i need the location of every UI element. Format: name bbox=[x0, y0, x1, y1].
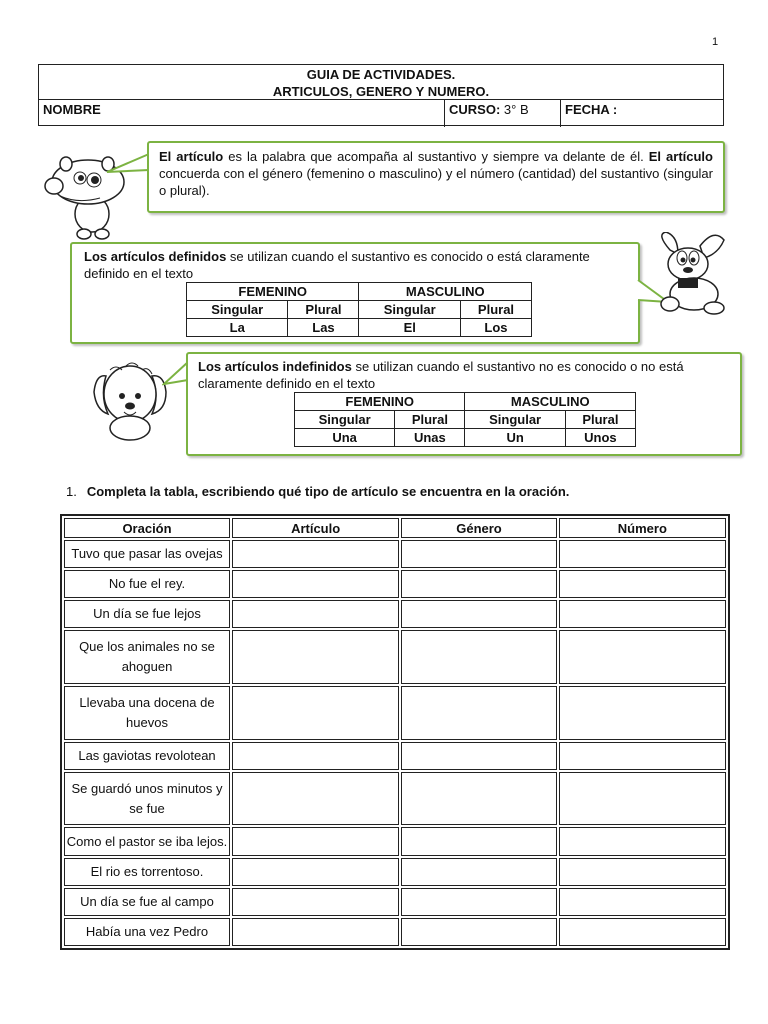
sentence-cell: Había una vez Pedro bbox=[64, 918, 230, 946]
table-row bbox=[64, 570, 726, 598]
gender-answer-cell[interactable] bbox=[401, 888, 556, 916]
definite-text: se utilizan cuando el sustantivo es conocido o está claramente definido en el texto bbox=[84, 249, 590, 281]
article-cell: Una bbox=[295, 429, 395, 447]
article-answer-cell[interactable] bbox=[232, 772, 399, 826]
gender-answer-cell[interactable] bbox=[401, 742, 556, 770]
article-cell: La bbox=[187, 319, 288, 337]
table-row bbox=[64, 630, 726, 684]
article-cell: Unos bbox=[565, 429, 635, 447]
exercise-table bbox=[60, 514, 730, 950]
gender-answer-cell[interactable] bbox=[401, 600, 556, 628]
gender-answer-cell[interactable] bbox=[401, 540, 556, 568]
singular-header: Singular bbox=[295, 411, 395, 429]
article-cell: Las bbox=[288, 319, 359, 337]
course-value: 3° B bbox=[503, 102, 529, 117]
definition-text: es la palabra que acompaña al sustantivo y siempre va delante de él. bbox=[223, 149, 649, 164]
gender-answer-cell[interactable] bbox=[401, 686, 556, 740]
article-definition-box bbox=[147, 141, 725, 213]
table-row bbox=[64, 827, 726, 855]
article-answer-cell[interactable] bbox=[232, 918, 399, 946]
number-answer-cell[interactable] bbox=[559, 742, 726, 770]
article-answer-cell[interactable] bbox=[232, 742, 399, 770]
table-row bbox=[64, 888, 726, 916]
plural-header: Plural bbox=[288, 301, 359, 319]
number-answer-cell[interactable] bbox=[559, 570, 726, 598]
exercise-number: 1. bbox=[66, 484, 77, 499]
singular-header: Singular bbox=[359, 301, 460, 319]
column-header: Artículo bbox=[232, 518, 399, 538]
article-answer-cell[interactable] bbox=[232, 540, 399, 568]
table-row bbox=[64, 600, 726, 628]
sentence-cell: Las gaviotas revolotean bbox=[64, 742, 230, 770]
number-answer-cell[interactable] bbox=[559, 600, 726, 628]
table-row bbox=[64, 858, 726, 886]
article-cell: Un bbox=[465, 429, 565, 447]
article-cell: El bbox=[359, 319, 460, 337]
sentence-cell: Como el pastor se iba lejos. bbox=[64, 827, 230, 855]
singular-header: Singular bbox=[465, 411, 565, 429]
gender-answer-cell[interactable] bbox=[401, 827, 556, 855]
number-answer-cell[interactable] bbox=[559, 858, 726, 886]
course-label: CURSO: bbox=[449, 102, 501, 117]
number-answer-cell[interactable] bbox=[559, 918, 726, 946]
worksheet-header bbox=[38, 64, 724, 126]
sentence-cell: Llevaba una docena de huevos bbox=[64, 686, 230, 740]
definite-articles-box bbox=[70, 242, 640, 344]
masculine-header: MASCULINO bbox=[465, 393, 636, 411]
name-label: NOMBRE bbox=[43, 102, 101, 117]
course-field bbox=[445, 100, 561, 127]
column-header: Género bbox=[401, 518, 556, 538]
instruction-text: Completa la tabla, escribiendo qué tipo de artículo se encuentra en la oración. bbox=[86, 484, 570, 499]
column-header: Número bbox=[559, 518, 726, 538]
article-cell: Los bbox=[460, 319, 531, 337]
table-row bbox=[64, 742, 726, 770]
sentence-cell: Que los animales no se ahoguen bbox=[64, 630, 230, 684]
page-number: 1 bbox=[712, 36, 719, 48]
article-answer-cell[interactable] bbox=[232, 686, 399, 740]
singular-header: Singular bbox=[187, 301, 288, 319]
number-answer-cell[interactable] bbox=[559, 772, 726, 826]
article-cell: Unas bbox=[395, 429, 465, 447]
indefinite-articles-box bbox=[186, 352, 742, 456]
gender-answer-cell[interactable] bbox=[401, 772, 556, 826]
exercise-instruction bbox=[66, 484, 569, 499]
article-answer-cell[interactable] bbox=[232, 827, 399, 855]
sentence-cell: No fue el rey. bbox=[64, 570, 230, 598]
column-header: Oración bbox=[64, 518, 230, 538]
date-label: FECHA : bbox=[565, 102, 618, 117]
name-field bbox=[39, 100, 445, 127]
sentence-cell: Un día se fue lejos bbox=[64, 600, 230, 628]
student-info-row bbox=[39, 99, 723, 127]
article-answer-cell[interactable] bbox=[232, 888, 399, 916]
indefinite-text: se utilizan cuando el sustantivo no es conocido o no está claramente definido en el texto bbox=[198, 359, 684, 391]
dog-illustration bbox=[652, 232, 732, 316]
number-answer-cell[interactable] bbox=[559, 630, 726, 684]
puppy-illustration bbox=[86, 356, 174, 444]
plural-header: Plural bbox=[395, 411, 465, 429]
article-answer-cell[interactable] bbox=[232, 858, 399, 886]
article-answer-cell[interactable] bbox=[232, 630, 399, 684]
feminine-header: FEMENINO bbox=[187, 283, 359, 301]
table-row bbox=[64, 686, 726, 740]
definition-term: El artículo bbox=[159, 149, 224, 164]
gender-answer-cell[interactable] bbox=[401, 858, 556, 886]
plural-header: Plural bbox=[565, 411, 635, 429]
definition-term: El artículo bbox=[648, 149, 713, 164]
article-answer-cell[interactable] bbox=[232, 600, 399, 628]
sentence-cell: Un día se fue al campo bbox=[64, 888, 230, 916]
bubble-tail bbox=[105, 150, 151, 176]
table-row bbox=[64, 772, 726, 826]
gender-answer-cell[interactable] bbox=[401, 570, 556, 598]
article-answer-cell[interactable] bbox=[232, 570, 399, 598]
number-answer-cell[interactable] bbox=[559, 827, 726, 855]
plural-header: Plural bbox=[460, 301, 531, 319]
definite-articles-table bbox=[186, 282, 532, 337]
exercise-header-row bbox=[64, 518, 726, 538]
sentence-cell: Se guardó unos minutos y se fue bbox=[64, 772, 230, 826]
indefinite-articles-table bbox=[294, 392, 636, 447]
definite-title: Los artículos definidos bbox=[84, 249, 227, 264]
table-row bbox=[64, 540, 726, 568]
worksheet-title: GUIA DE ACTIVIDADES. bbox=[306, 67, 456, 82]
indefinite-title: Los artículos indefinidos bbox=[198, 359, 352, 374]
table-row bbox=[64, 918, 726, 946]
sentence-cell: El rio es torrentoso. bbox=[64, 858, 230, 886]
worksheet-subtitle: ARTICULOS, GENERO Y NUMERO. bbox=[272, 84, 490, 99]
gender-answer-cell[interactable] bbox=[401, 630, 556, 684]
number-answer-cell[interactable] bbox=[559, 888, 726, 916]
sentence-cell: Tuvo que pasar las ovejas bbox=[64, 540, 230, 568]
feminine-header: FEMENINO bbox=[295, 393, 465, 411]
number-answer-cell[interactable] bbox=[559, 540, 726, 568]
gender-answer-cell[interactable] bbox=[401, 918, 556, 946]
masculine-header: MASCULINO bbox=[359, 283, 532, 301]
definition-text: concuerda con el género (femenino o masculino) y el número (cantidad) del sustantivo (singular o plural). bbox=[159, 166, 713, 198]
number-answer-cell[interactable] bbox=[559, 686, 726, 740]
date-field bbox=[561, 100, 725, 127]
